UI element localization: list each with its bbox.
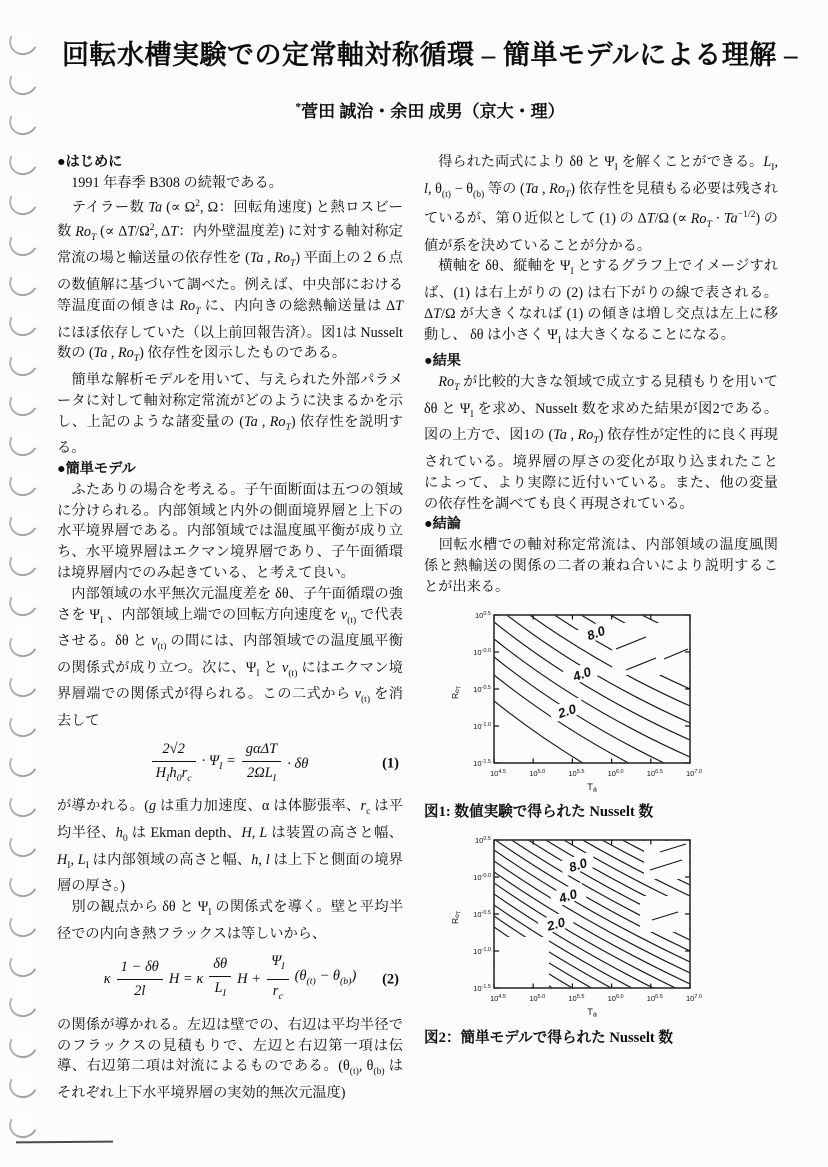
binding-hole [6,1027,42,1062]
svg-text:106.0: $10^{6.0}$ [607,994,624,1004]
equation-number: (1) [382,755,399,772]
svg-text:104.5: $10^{4.5}$ [490,768,506,778]
binding-hole [6,185,42,220]
paragraph: 別の観点から δθ と $\Psi_I$ の関係式を導く。壁と平均半径での内向き熱フラックスは等しいから、 [57,899,404,942]
svg-text:10-0.5: $10^{-0.5}$ [473,910,491,920]
left-column [57,152,403,1104]
svg-text:100.5: $10^{0.5}$ [475,836,491,846]
binding-hole [6,866,42,901]
binding-hole [6,265,42,300]
svg-text:Ta: Ta [587,781,597,793]
svg-text:105.0: $10^{5.0}$ [529,994,546,1004]
svg-text:10-0.0: $10^{-0.0}$ [473,873,491,883]
equation-2: κ $\frac{1 - \delta\theta}{2l}$ H = κ $\frac{\delta\theta}{L_I}$ H + $\frac{\Psi_I}{r_c}$ $(\theta_{(t)} - \theta_{(b)})$ (2) [57,951,403,1007]
fraction: $\frac{\text{gαΔT}}{2\Omega L_I}$ [242,739,281,789]
svg-text:105.5: $10^{5.5}$ [568,768,585,778]
svg-text:100.5: $10^{0.5}$ [475,610,491,620]
binding-hole [6,626,42,661]
figure-2-caption: 図2：簡単モデルで得られた Nusselt 数 [424,1029,673,1046]
equation-number: (2) [382,971,399,988]
svg-text:10-0.0: $10^{-0.0}$ [473,647,491,657]
binding-hole [6,666,42,701]
binding-hole [6,425,42,460]
binding-hole [6,946,42,981]
fraction: $\frac{\delta\theta}{L_I}$ [209,954,231,1004]
binding-hole [6,746,42,781]
svg-text:4.0: 4.0 [570,663,594,684]
binding-hole [6,826,42,861]
binding-hole [6,465,42,500]
binding-hole [6,906,42,941]
svg-text:105.5: $10^{5.5}$ [568,994,585,1004]
section-heading-results: ●結果 [424,353,461,370]
svg-text:107.0: $10^{7.0}$ [686,768,702,778]
svg-text:8.0: 8.0 [567,855,589,876]
binding-hole [6,225,42,260]
binding-hole [6,104,42,139]
fraction: $\frac{2√2}{H_Ih_0r_c}$ [152,739,196,789]
svg-text:Ta: Ta [587,1007,597,1019]
paragraph: の関係が導かれる。左辺は壁での、右辺は平均半径でのフラックスの見積もりで、左辺と右辺第一項は伝導、右辺第二項は対流によるものである。($\theta_{(t)}$, $\theta_{(b)}$ はそれぞれ上下水平境界層の実効的無次元温度) [57,1016,403,1102]
paragraph: ふたありの場合を考える。子午面断面は五つの領域に分けられる。内部領域と内外の側面境界層と上下の水平境界層である。内部領域では温度風平衡が成り立ち、水平境界層はエクマン境界層であり、子午面循環は境界層内でのみ起きている、と考えて良い。 [57,481,403,581]
paragraph: テイラー数 Ta (∝ $\Omega^2$, Ω：回転角速度) と熱ロスビー数 $Ro_T$ (∝ $\Delta T/\Omega^2$, ΔT：内外壁温度差) に対する軸対称定常流の場と輸送量の依存性を (Ta , $Ro_T$) 平面上の２６点の数値解に基づいて調べた。例えば、中央部における等温度面の傾きは $Ro_T$ に、内向きの総熱輸送量は ΔT にほぼ依存していた（以上前回報告済）。図1は Nusselt 数の (Ta , $Ro_T$) 依存性を図示したものである。 [57,197,403,365]
section-heading-conclusion: ●結論 [424,516,461,533]
scan-edge-mark [16,1141,113,1144]
svg-text:10-1.5: $10^{-1.5}$ [473,758,491,768]
paragraph: が導かれる。(g は重力加速度、α は体膨張率、$r_c$ は平均半径、$h_0$ は Ekman depth、H, L は装置の高さと幅、$H_I$, $L_I$ は内部領域の高さと幅、h, l は上下と側面の境界層の厚さ。) [57,798,403,895]
paragraph: 回転水槽での軸対称定常流は、内部領域の温度風関係と熱輸送の関係の二者の兼ね合いにより説明することが出来る。 [424,537,778,595]
svg-text:8.0: 8.0 [584,622,608,643]
authors-line: *菅田 誠治・余田 成男（京大・理） [295,100,565,121]
svg-text:106.0: $10^{6.0}$ [607,768,624,778]
binding-hole [6,385,42,420]
binding-hole [6,586,42,621]
binding-hole [6,64,42,99]
binding-hole [6,545,42,580]
binding-hole [6,1107,42,1142]
svg-text:10-1.5: $10^{-1.5}$ [473,984,491,994]
paper-title: 回転水槽実験での定常軸対称循環 – 簡単モデルによる理解 – [62,40,798,70]
svg-text:2.0: 2.0 [545,914,567,934]
svg-text:RoT: RoT [450,910,463,925]
svg-text:10-1.0: $10^{-1.0}$ [473,721,491,731]
paragraph: 1991 年春季 B308 の続報である。 [57,174,283,191]
binding-hole [6,786,42,821]
paragraph: 横軸を δθ、縦軸を $\Psi_I$ とするグラフ上でイメージすれば、(1) は右上がりの (2) は右下がりの線で表される。ΔT/Ω が大きくなれば (1) の傾きは増し交点は左上に移動し、 δθ は小さく $\Psi_I$ は大きくなることになる。 [424,258,779,346]
svg-text:10-0.5: $10^{-0.5}$ [473,684,491,694]
svg-text:106.5: $10^{6.5}$ [646,994,663,1004]
figure-2-contour-plot [448,833,710,1021]
binding-hole [6,24,42,59]
svg-text:107.0: $10^{7.0}$ [686,994,702,1004]
figure-2 [448,833,778,1028]
binding-hole [6,1067,42,1102]
svg-text:106.5: $10^{6.5}$ [646,768,663,778]
binding-hole [6,305,42,340]
svg-text:RoT: RoT [450,685,463,699]
svg-text:2.0: 2.0 [556,700,578,721]
figure-1-caption: 図1: 数値実験で得られた Nusselt 数 [424,804,654,821]
svg-text:10-1.0: $10^{-1.0}$ [473,947,491,957]
fraction: $\frac{1 - \delta\theta}{2l}$ [117,957,163,1002]
section-heading-model: ●簡単モデル [57,460,136,477]
binding-hole [6,987,42,1022]
paragraph: 得られた両式により δθ と $\Psi_I$ を解くことができる。$L_I$, l, $\theta_{(t)} - \theta_{(b)}$ 等の (Ta , $Ro_T$) 依存性を見積もる必要は残されているが、第０近似として (1) の ΔT/Ω (∝ $Ro_T \cdot Ta^{-1/2}$) の値が系を決めていることが分かる。 [424,154,778,254]
section-heading-intro: ●はじめに [57,154,123,170]
figure-1 [448,608,778,803]
equation-1: $\frac{2√2}{H_Ih_0r_c}$ · $\Psi_I$ = $\frac{\text{gαΔT}}{2\Omega L_I}$ · δθ (1) [57,739,403,789]
fraction: $\frac{\Psi_I}{r_c}$ [267,951,288,1007]
svg-text:105.0: $10^{5.0}$ [529,768,546,778]
binding-hole [6,706,42,741]
binding-hole [6,144,42,179]
paragraph: 内部領域の水平無次元温度差を δθ、子午面循環の強さを $\Psi_I$ 、内部領域上端での回転方向速度を $v_{(t)}$ で代表させる。δθ と $v_{(t)}$ の間には、内部領域での温度風平衡の関係式が成り立つ。次に、$\Psi_I$ と $v_{(t)}$ にはエクマン境界層端での関係式が得られる。この二式から $v_{(t)}$ を消去して [57,585,403,730]
svg-text:104.5: $10^{4.5}$ [490,994,506,1004]
figure-1-contour-plot [448,608,710,796]
binding-hole [6,505,42,540]
svg-text:4.0: 4.0 [557,886,579,907]
binding-hole [6,345,42,380]
right-column [424,152,778,1049]
paragraph: $Ro_T$ が比較的大きな領域で成立する見積もりを用いて δθ と $\Psi_I$ を求め、Nusselt 数を求めた結果が図2である。図の上方で、図1の (Ta , $Ro_T$) 依存性が定性的に良く再現されている。境界層の厚さの変化が取り込まれたことによって、より実際に近付いている。また、他の変量の依存性を調べても良く再現されている。 [424,374,779,512]
paragraph: 簡単な解析モデルを用いて、与えられた外部パラメータに対して軸対称定常流がどのように決まるかを示し、上記のような諸変量の (Ta , $Ro_T$) 依存性を説明する。 [57,371,403,457]
